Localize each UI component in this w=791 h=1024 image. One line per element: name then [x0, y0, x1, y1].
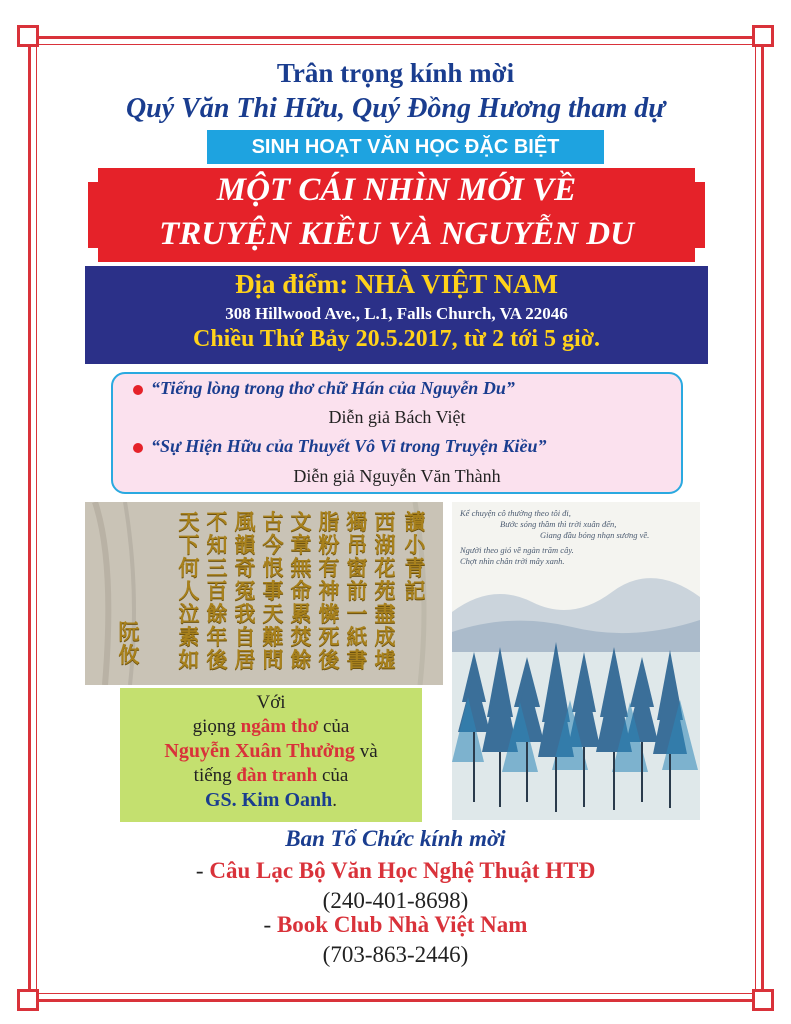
music-singer-line: Nguyễn Xuân Thưởng và — [164, 740, 378, 762]
bullet-icon — [133, 443, 143, 453]
calligraphy-column: 文章無命累焚餘 — [290, 509, 312, 672]
corner-ornament — [17, 989, 39, 1011]
painting-handwriting: Kể chuyện cô thường theo tôi đi, Bước sóng thầm thì trời xuân đến, Giang đầu bóng nhạn sương về. Người theo gió về ngàn trăm cây. Chợt nhìn chân trời mây xanh. — [460, 508, 650, 566]
calligraphy-signature: 阮攸 — [118, 619, 140, 667]
organizer-1-phone: (240-401-8698) — [322, 888, 469, 913]
music-with: Với — [256, 692, 286, 713]
calligraphy-column: 風韻奇冤我自居 — [234, 509, 256, 672]
organizer-1: - Câu Lạc Bộ Văn Học Nghệ Thuật HTĐ — [195, 858, 596, 883]
bullet-icon — [133, 385, 143, 395]
player-name: GS. Kim Oanh — [204, 789, 333, 811]
calligraphy-column: 脂粉有神憐死後 — [318, 509, 340, 672]
painting-scene — [452, 502, 700, 820]
talk-title: “Tiếng lòng trong thơ chữ Hán của Nguyễn Du” — [133, 378, 515, 399]
music-voice-line: giọng ngâm thơ của — [192, 716, 350, 737]
venue-name: Địa điểm: NHÀ VIỆT NAM — [234, 269, 558, 299]
title-banner — [88, 168, 705, 262]
talk-speaker: Diễn giả Bách Việt — [328, 407, 466, 427]
calligraphy-column: 不知三百餘年後 — [206, 509, 228, 672]
organizer-2: - Book Club Nhà Việt Nam — [263, 912, 528, 937]
banner-title-line-1: MỘT CÁI NHÌN MỚI VỀ — [216, 172, 577, 208]
corner-ornament — [752, 989, 774, 1011]
invitation-line: Trân trọng kính mời — [276, 58, 515, 88]
calligraphy-column: 獨吊窗前一紙書 — [346, 509, 368, 672]
venue-box — [85, 266, 708, 364]
calligraphy-column: 西湖花苑盡成墟 — [374, 509, 396, 672]
talk-title: “Sự Hiện Hữu của Thuyết Vô Vi trong Truyện Kiều” — [133, 436, 546, 457]
corner-ornament — [752, 25, 774, 47]
talk-speaker: Diễn giả Nguyễn Văn Thành — [293, 466, 501, 486]
talks-box — [111, 372, 683, 494]
invitees-line: Quý Văn Thi Hữu, Quý Đồng Hương tham dự — [125, 93, 666, 124]
venue-address: 308 Hillwood Ave., L.1, Falls Church, VA 22046 — [225, 304, 568, 323]
singer-name: Nguyễn Xuân Thưởng — [164, 740, 355, 762]
organizers-title: Ban Tổ Chức kính mời — [285, 826, 506, 851]
landscape-painting — [452, 502, 700, 820]
event-time: Chiều Thứ Bảy 20.5.2017, từ 2 tới 5 giờ. — [193, 326, 600, 352]
calligraphy-column: 天下何人泣素如 — [178, 509, 200, 672]
calligraphy-image — [85, 502, 443, 685]
calligraphy-column: 古今恨事天難問 — [262, 509, 284, 672]
banner-title-line-2: TRUYỆN KIỀU VÀ NGUYỄN DU — [159, 216, 634, 252]
organizer-2-phone: (703-863-2446) — [322, 942, 469, 967]
corner-ornament — [17, 25, 39, 47]
music-instrument-line: tiếng đàn tranh của — [193, 765, 349, 786]
music-player-line: GS. Kim Oanh. — [204, 789, 337, 811]
event-type-label: SINH HOẠT VĂN HỌC ĐẶC BIỆT — [207, 130, 604, 164]
music-performers-box — [120, 688, 422, 822]
calligraphy-column: 讀小青記 — [404, 509, 426, 603]
